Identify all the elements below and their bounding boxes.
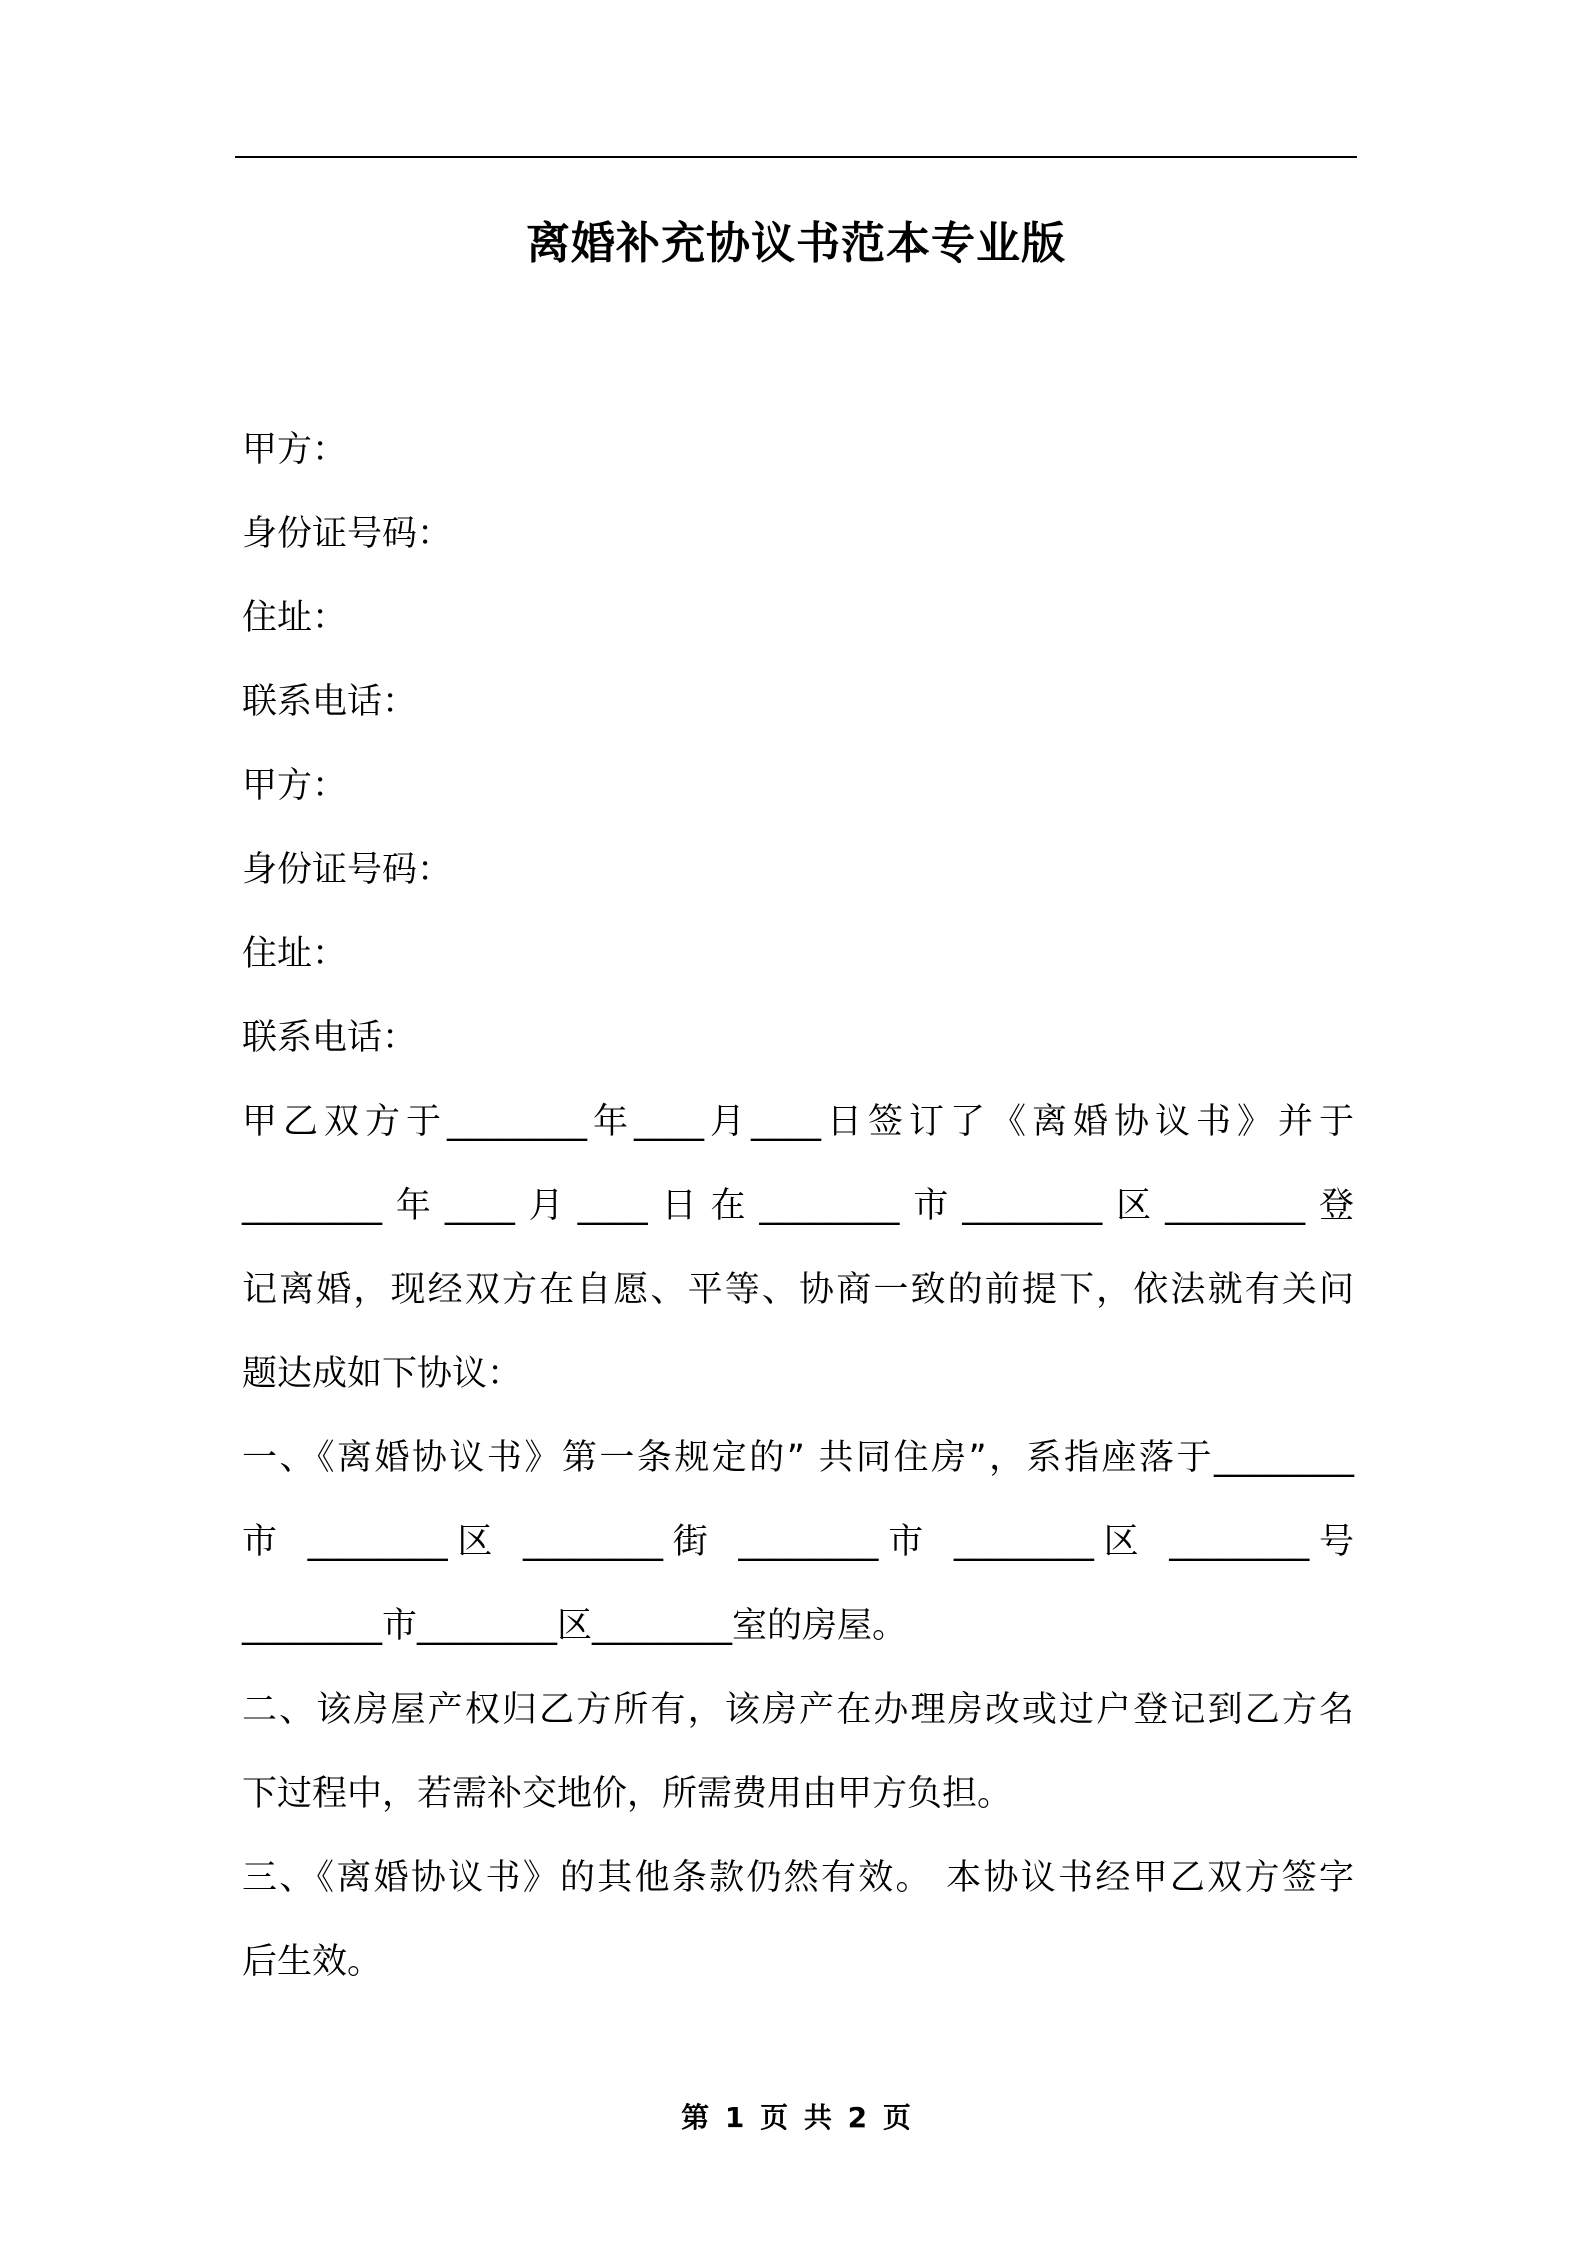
party-b-id-label: 身份证号码：	[242, 850, 453, 890]
clause-3-line-2: 后生效。	[242, 1942, 383, 1982]
preamble-line-1: 甲乙双方于________年____月____日签订了《离婚协议书》并于	[242, 1102, 1354, 1142]
clause-3-line-1: 三、《离婚协议书》的其他条款仍然有效。 本协议书经甲乙双方签字	[242, 1858, 1354, 1898]
header-rule	[235, 156, 1357, 158]
preamble-line-3: 记离婚，现经双方在自愿、平等、协商一致的前提下，依法就有关问	[242, 1270, 1354, 1310]
party-b-address-label: 住址：	[242, 934, 348, 974]
clause-2-line-1: 二、该房屋产权归乙方所有，该房产在办理房改或过户登记到乙方名	[242, 1690, 1354, 1730]
party-a-label: 甲方：	[242, 430, 348, 470]
clause-1-line-1: 一、《离婚协议书》第一条规定的” 共同住房”，系指座落于________	[242, 1438, 1354, 1478]
preamble-line-2: ________年____月____日在________市________区________登	[242, 1186, 1354, 1226]
document-body	[242, 408, 1354, 2004]
party-a-id-label: 身份证号码：	[242, 514, 453, 554]
page-number: 第 1 页 共 2 页	[681, 2101, 911, 2134]
clause-1-line-3: ________市________区________室的房屋。	[242, 1606, 908, 1646]
preamble-line-4: 题达成如下协议：	[242, 1354, 523, 1394]
document-title: 离婚补充协议书范本专业版	[526, 218, 1066, 269]
party-a-address-label: 住址：	[242, 598, 348, 638]
clause-1-line-2: 市 ________区 ________街 ________市 ________区 ________号	[242, 1522, 1354, 1562]
party-b-label: 甲方：	[242, 766, 348, 806]
party-a-phone-label: 联系电话：	[242, 682, 418, 722]
clause-2-line-2: 下过程中，若需补交地价，所需费用由甲方负担。	[242, 1774, 1013, 1814]
party-b-phone-label: 联系电话：	[242, 1018, 418, 1058]
